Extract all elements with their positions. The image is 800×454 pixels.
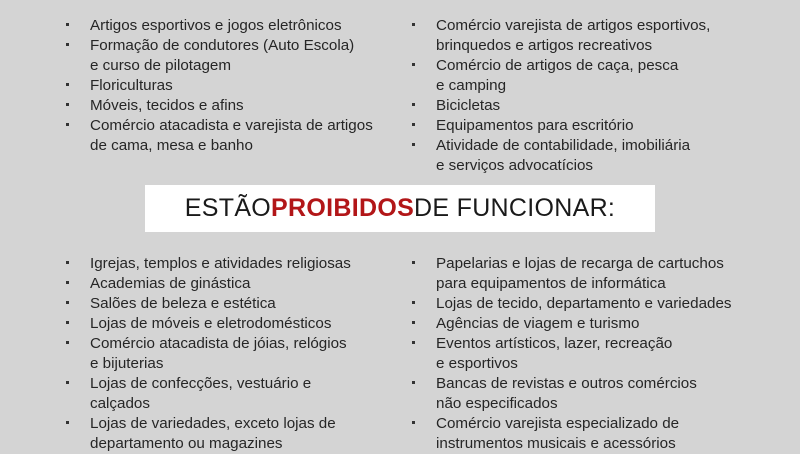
list-item-text: e bijuterias xyxy=(90,355,164,372)
bullet-icon xyxy=(412,123,415,126)
list-item-text: Floriculturas xyxy=(90,77,173,94)
list-item-text: Atividade de contabilidade, imobiliária xyxy=(436,137,691,154)
bullet-icon xyxy=(66,43,69,46)
list-item-text: não especificados xyxy=(436,395,558,412)
list-item xyxy=(412,96,710,116)
bullet-icon xyxy=(66,261,69,264)
list-item xyxy=(66,36,373,76)
list-item-text: e camping xyxy=(436,77,507,94)
allowed-list-left xyxy=(66,16,373,156)
list-item xyxy=(66,374,351,414)
list-item-text: Salões de beleza e estética xyxy=(90,295,276,312)
list-item-text: para equipamentos de informática xyxy=(436,275,666,292)
list-item xyxy=(66,16,373,36)
bullet-icon xyxy=(66,23,69,26)
banner-prefix: ESTÃO xyxy=(184,194,272,222)
list-item xyxy=(412,294,732,314)
bullet-icon xyxy=(412,63,415,66)
list-item-text: instrumentos musicais e acessórios xyxy=(436,435,676,452)
list-item-text: Comércio atacadista de jóias, relógios xyxy=(90,335,347,352)
list-item xyxy=(412,136,710,176)
list-item-text: brinquedos e artigos recreativos xyxy=(436,37,653,54)
list-item xyxy=(412,56,710,96)
list-item xyxy=(412,116,710,136)
list-item-text: de cama, mesa e banho xyxy=(90,137,253,154)
bullet-icon xyxy=(412,301,415,304)
list-item-text: Equipamentos para escritório xyxy=(436,117,634,134)
list-item-text: Lojas de variedades, exceto lojas de xyxy=(90,415,336,432)
bullet-icon xyxy=(412,341,415,344)
bullet-icon xyxy=(412,261,415,264)
allowed-list-right xyxy=(412,16,710,176)
list-item-text: Bicicletas xyxy=(436,97,501,114)
list-item xyxy=(66,96,373,116)
bullet-icon xyxy=(66,103,69,106)
list-item-text: Comércio varejista especializado de xyxy=(436,415,680,432)
list-item xyxy=(412,254,732,294)
list-item-text: Agências de viagem e turismo xyxy=(436,315,640,332)
prohibited-list-left xyxy=(66,254,351,454)
list-item xyxy=(412,334,732,374)
list-item xyxy=(66,334,351,374)
list-item-text: calçados xyxy=(90,395,150,412)
list-item xyxy=(66,414,351,454)
bullet-icon xyxy=(412,381,415,384)
list-item xyxy=(66,294,351,314)
banner-suffix: DE FUNCIONAR: xyxy=(414,194,616,222)
list-item-text: Artigos esportivos e jogos eletrônicos xyxy=(90,17,342,34)
list-item-text: Academias de ginástica xyxy=(90,275,251,292)
list-item-text: Formação de condutores (Auto Escola) xyxy=(90,37,355,54)
prohibited-list-right xyxy=(412,254,732,454)
list-item-text: Móveis, tecidos e afins xyxy=(90,97,244,114)
list-item-text: Lojas de tecido, departamento e variedades xyxy=(436,295,732,312)
bullet-icon xyxy=(66,281,69,284)
list-item-text: e curso de pilotagem xyxy=(90,57,231,74)
list-item xyxy=(412,16,710,56)
bullet-icon xyxy=(412,421,415,424)
list-item xyxy=(66,314,351,334)
bullet-icon xyxy=(412,321,415,324)
bullet-icon xyxy=(66,381,69,384)
list-item xyxy=(66,254,351,274)
bullet-icon xyxy=(412,143,415,146)
banner-highlight: PROIBIDOS xyxy=(271,194,415,222)
bullet-icon xyxy=(66,341,69,344)
list-item xyxy=(66,76,373,96)
list-item-text: e serviços advocatícios xyxy=(436,157,594,174)
list-item xyxy=(412,414,732,454)
list-item-text: Papelarias e lojas de recarga de cartuchos xyxy=(436,255,724,272)
list-item xyxy=(412,374,732,414)
list-item xyxy=(66,116,373,156)
list-item-text: Eventos artísticos, lazer, recreação xyxy=(436,335,673,352)
list-item-text: Bancas de revistas e outros comércios xyxy=(436,375,697,392)
bullet-icon xyxy=(412,23,415,26)
bullet-icon xyxy=(66,421,69,424)
bullet-icon xyxy=(66,83,69,86)
list-item xyxy=(412,314,732,334)
bullet-icon xyxy=(66,123,69,126)
list-item-text: e esportivos xyxy=(436,355,518,372)
list-item-text: Comércio varejista de artigos esportivos, xyxy=(436,17,711,34)
list-item-text: Comércio atacadista e varejista de artigos xyxy=(90,117,373,134)
list-item-text: Igrejas, templos e atividades religiosas xyxy=(90,255,351,272)
list-item-text: Comércio de artigos de caça, pesca xyxy=(436,57,679,74)
list-item-text: departamento ou magazines xyxy=(90,435,283,452)
list-item-text: Lojas de confecções, vestuário e xyxy=(90,375,312,392)
bullet-icon xyxy=(412,103,415,106)
prohibited-banner xyxy=(145,185,655,232)
list-item-text: Lojas de móveis e eletrodomésticos xyxy=(90,315,332,332)
bullet-icon xyxy=(66,301,69,304)
list-item xyxy=(66,274,351,294)
bullet-icon xyxy=(66,321,69,324)
